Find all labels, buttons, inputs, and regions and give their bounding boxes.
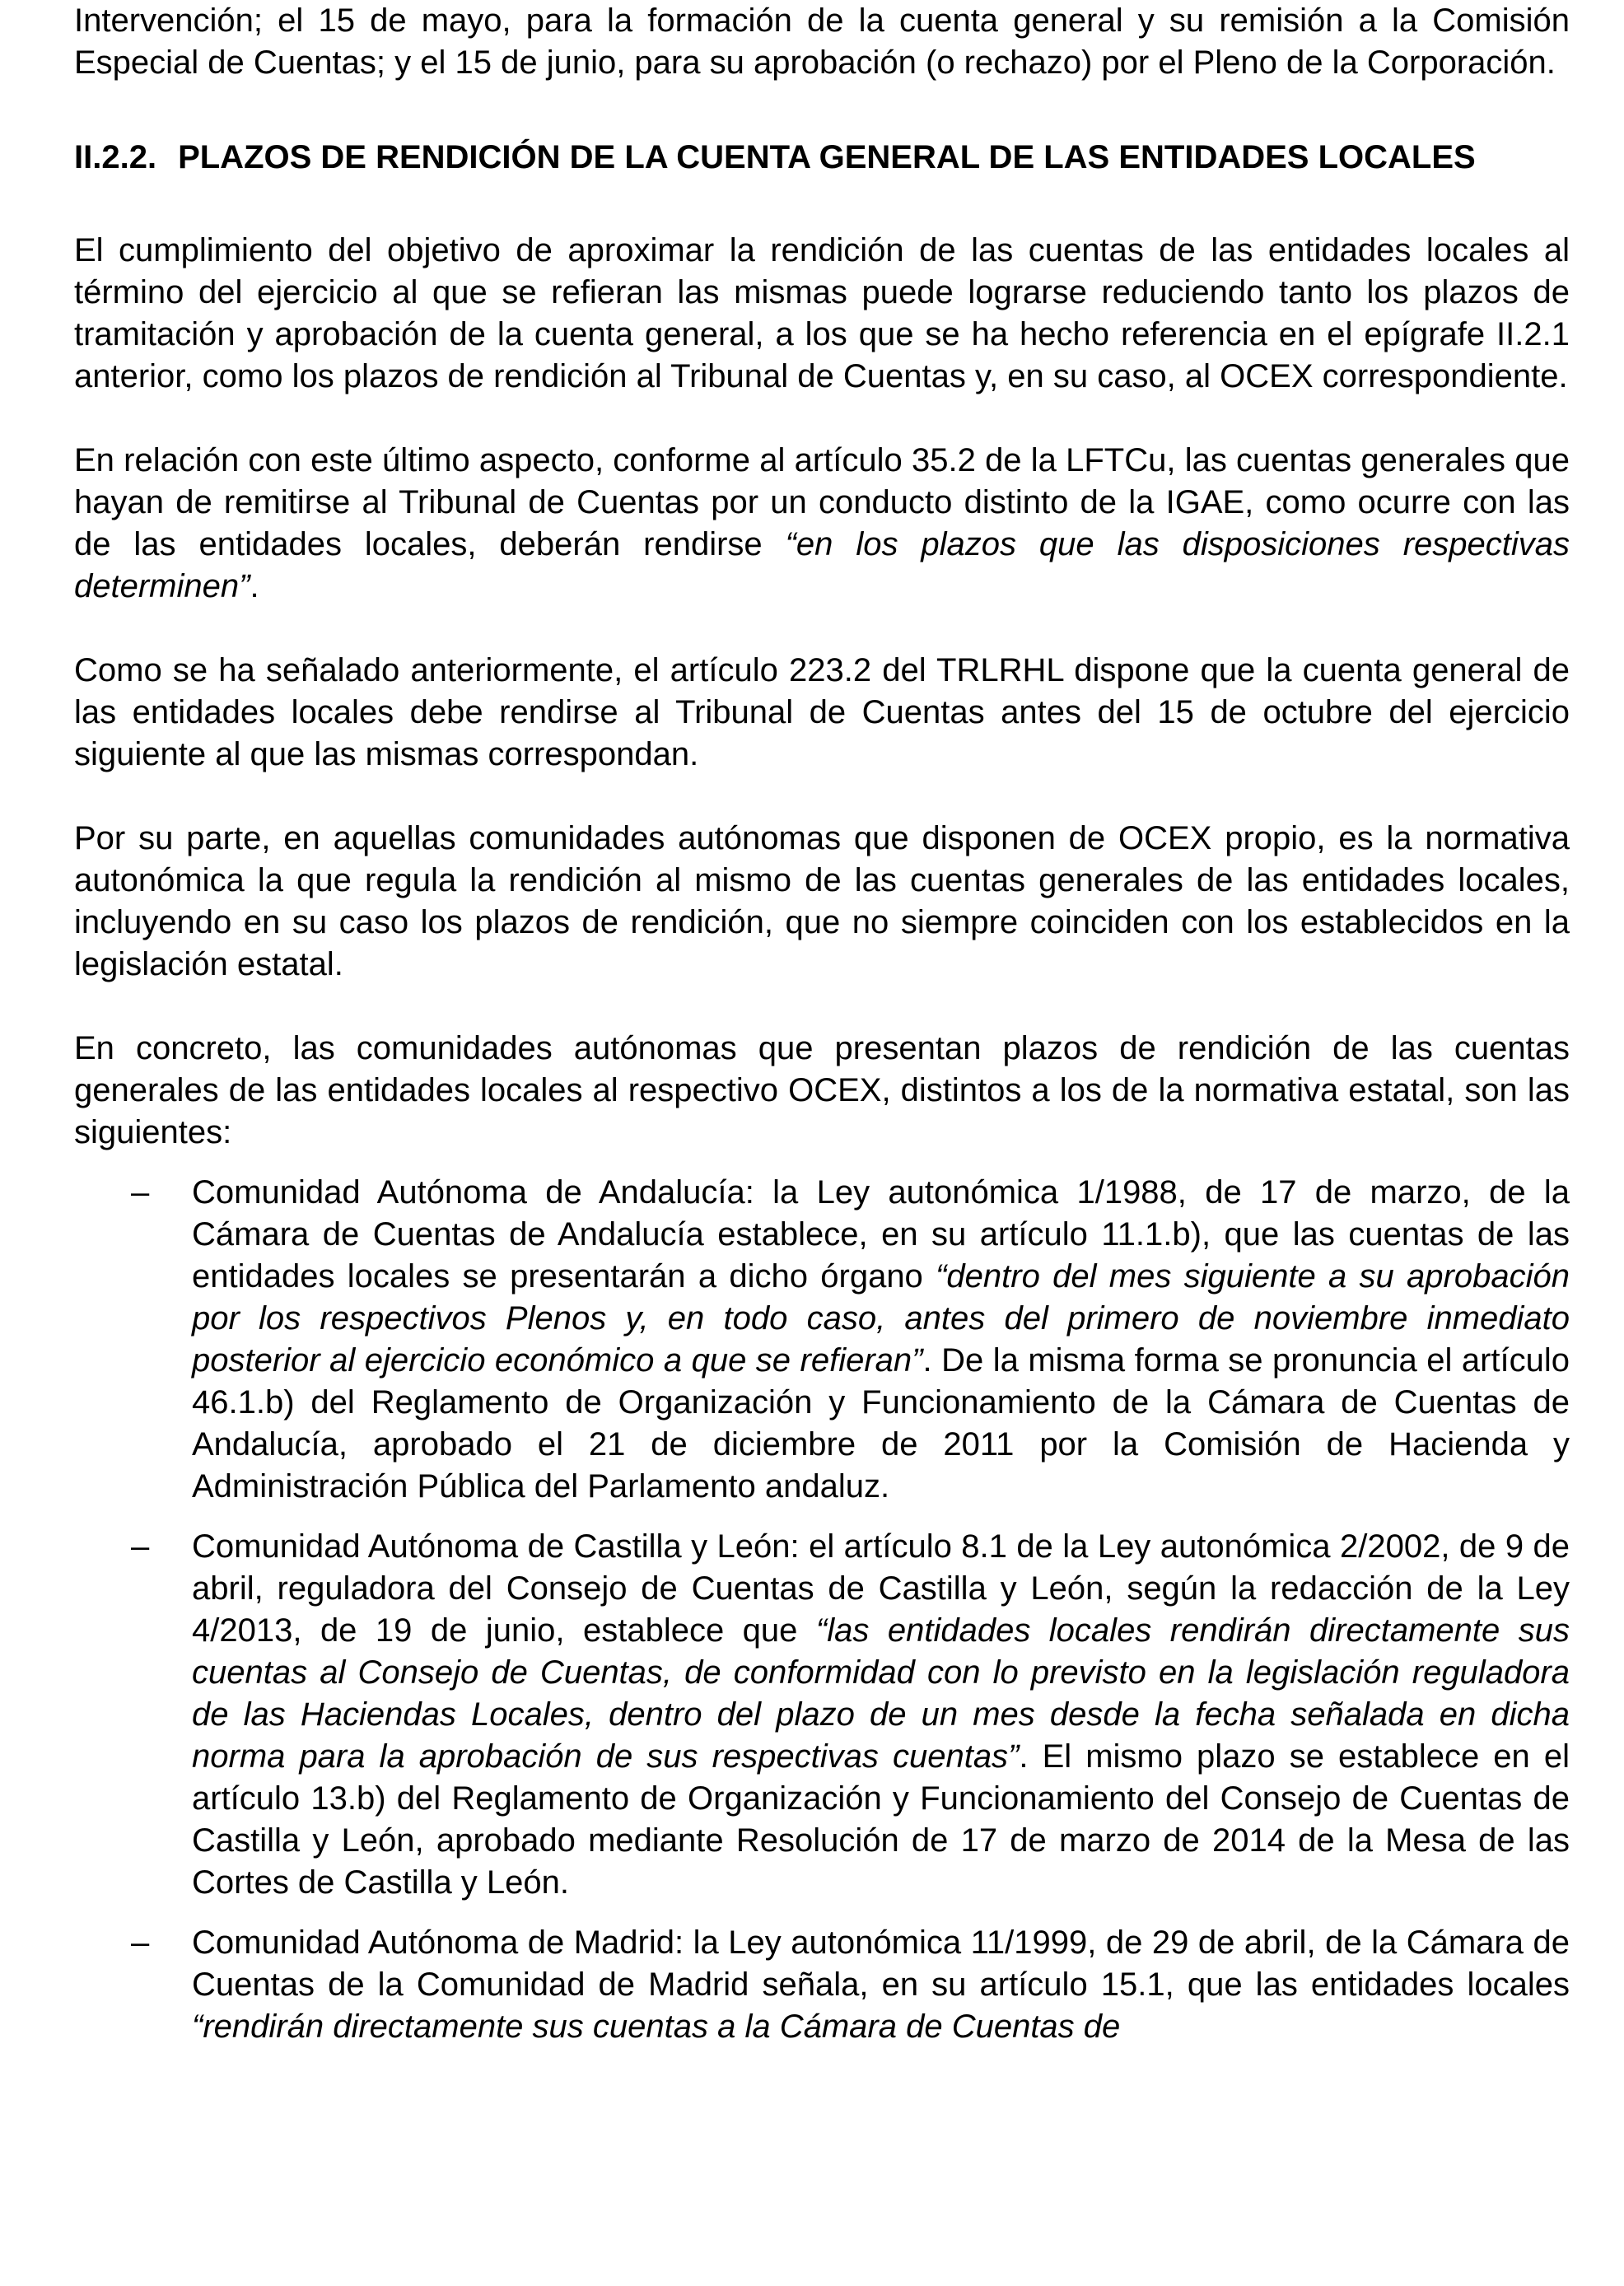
section-title: PLAZOS DE RENDICIÓN DE LA CUENTA GENERAL DE LAS ENTIDADES LOCALES (178, 139, 1476, 175)
communities-list (74, 1172, 1570, 2048)
madrid-quote: “rendirán directamente sus cuentas a la Cámara de Cuentas de (192, 2008, 1121, 2045)
castilla-text: Comunidad Autónoma de Castilla y León: el artículo 8.1 de la Ley autonómica 2/2002, de 9 de abril, reguladora del Consejo de Cuentas de Castilla y León, según la redacción de la Ley 4/2013, de 19 de junio, establece que (192, 1528, 1570, 1649)
body-paragraph-2 (74, 440, 1570, 608)
body-paragraph-2-end: . (250, 568, 259, 604)
list-item-madrid (74, 1922, 1570, 2048)
body-paragraph-1: El cumplimiento del objetivo de aproximar la rendición de las cuentas de las entidades locales al término del ejercicio al que se refieran las mismas puede lograrse reduciendo tanto los plazos de tramitación y aprobación de la cuenta general, a los que se ha hecho referencia en el epígrafe II.2.1 anterior, como los plazos de rendición al Tribunal de Cuentas y, en su caso, al OCEX correspondiente. (74, 232, 1570, 394)
andalucia-quote: “dentro del mes siguiente a su aprobación por los respectivos Plenos y, en todo caso, antes del primero de noviembre inmediato posterior al ejercicio económico a que se refieran” (192, 1258, 1570, 1379)
list-dash: – (131, 1174, 150, 1211)
body-paragraph-3: Como se ha señalado anteriormente, el artículo 223.2 del TRLRHL dispone que la cuenta general de las entidades locales debe rendirse al Tribunal de Cuentas antes del 15 de octubre del ejercicio siguiente al que las mismas correspondan. (74, 652, 1570, 772)
body-paragraph-5: En concreto, las comunidades autónomas que presentan plazos de rendición de las cuentas generales de las entidades locales al respectivo OCEX, distintos a los de la normativa estatal, son las siguientes: (74, 1030, 1570, 1150)
andalucia-text: Comunidad Autónoma de Andalucía: la Ley autonómica 1/1988, de 17 de marzo, de la Cámara de Cuentas de Andalucía establece, en su artículo 11.1.b), que las cuentas de las entidades locales se presentarán a dicho órgano (192, 1174, 1570, 1295)
list-dash: – (131, 1924, 150, 1961)
document-page (74, 0, 1570, 2066)
list-dash: – (131, 1528, 150, 1565)
list-item-andalucia (74, 1172, 1570, 1508)
section-heading (74, 137, 1570, 179)
section-number: II.2.2. (74, 139, 157, 175)
body-paragraph-2-quote: “en los plazos que las disposiciones respectivas determinen” (74, 526, 1570, 604)
madrid-text: Comunidad Autónoma de Madrid: la Ley autonómica 11/1999, de 29 de abril, de la Cámara de Cuentas de la Comunidad de Madrid señala, en su artículo 15.1, que las entidades locales (192, 1924, 1570, 2003)
castilla-quote: “las entidades locales rendirán directamente sus cuentas al Consejo de Cuentas, de conformidad con lo previsto en la legislación reguladora de las Haciendas Locales, dentro del plazo de un mes desde la fecha señalada en dicha norma para la aprobación de sus respectivas cuentas” (192, 1612, 1570, 1775)
andalucia-text-end: . De la misma forma se pronuncia el artículo 46.1.b) del Reglamento de Organización y Funcionamiento de la Cámara de Cuentas de Andalucía, aprobado el 21 de diciembre de 2011 por la Comisión de Hacienda y Administración Pública del Parlamento andaluz. (192, 1342, 1570, 1505)
castilla-text-end: . El mismo plazo se establece en el artículo 13.b) del Reglamento de Organización y Funcionamiento del Consejo de Cuentas de Castilla y León, aprobado mediante Resolución de 17 de marzo de 2014 de la Mesa de las Cortes de Castilla y León. (192, 1738, 1570, 1901)
body-paragraph-2-text: En relación con este último aspecto, conforme al artículo 35.2 de la LFTCu, las cuentas generales que hayan de remitirse al Tribunal de Cuentas por un conducto distinto de la IGAE, como ocurre con las de las entidades locales, deberán rendirse (74, 442, 1570, 562)
list-item-castilla-leon (74, 1526, 1570, 1904)
intro-paragraph: Intervención; el 15 de mayo, para la formación de la cuenta general y su remisión a la Comisión Especial de Cuentas; y el 15 de junio, para su aprobación (o rechazo) por el Pleno de la Corporación. (74, 2, 1570, 81)
body-paragraph-4: Por su parte, en aquellas comunidades autónomas que disponen de OCEX propio, es la normativa autonómica la que regula la rendición al mismo de las cuentas generales de las entidades locales, incluyendo en su caso los plazos de rendición, que no siempre coinciden con los establecidos en la legislación estatal. (74, 820, 1570, 982)
